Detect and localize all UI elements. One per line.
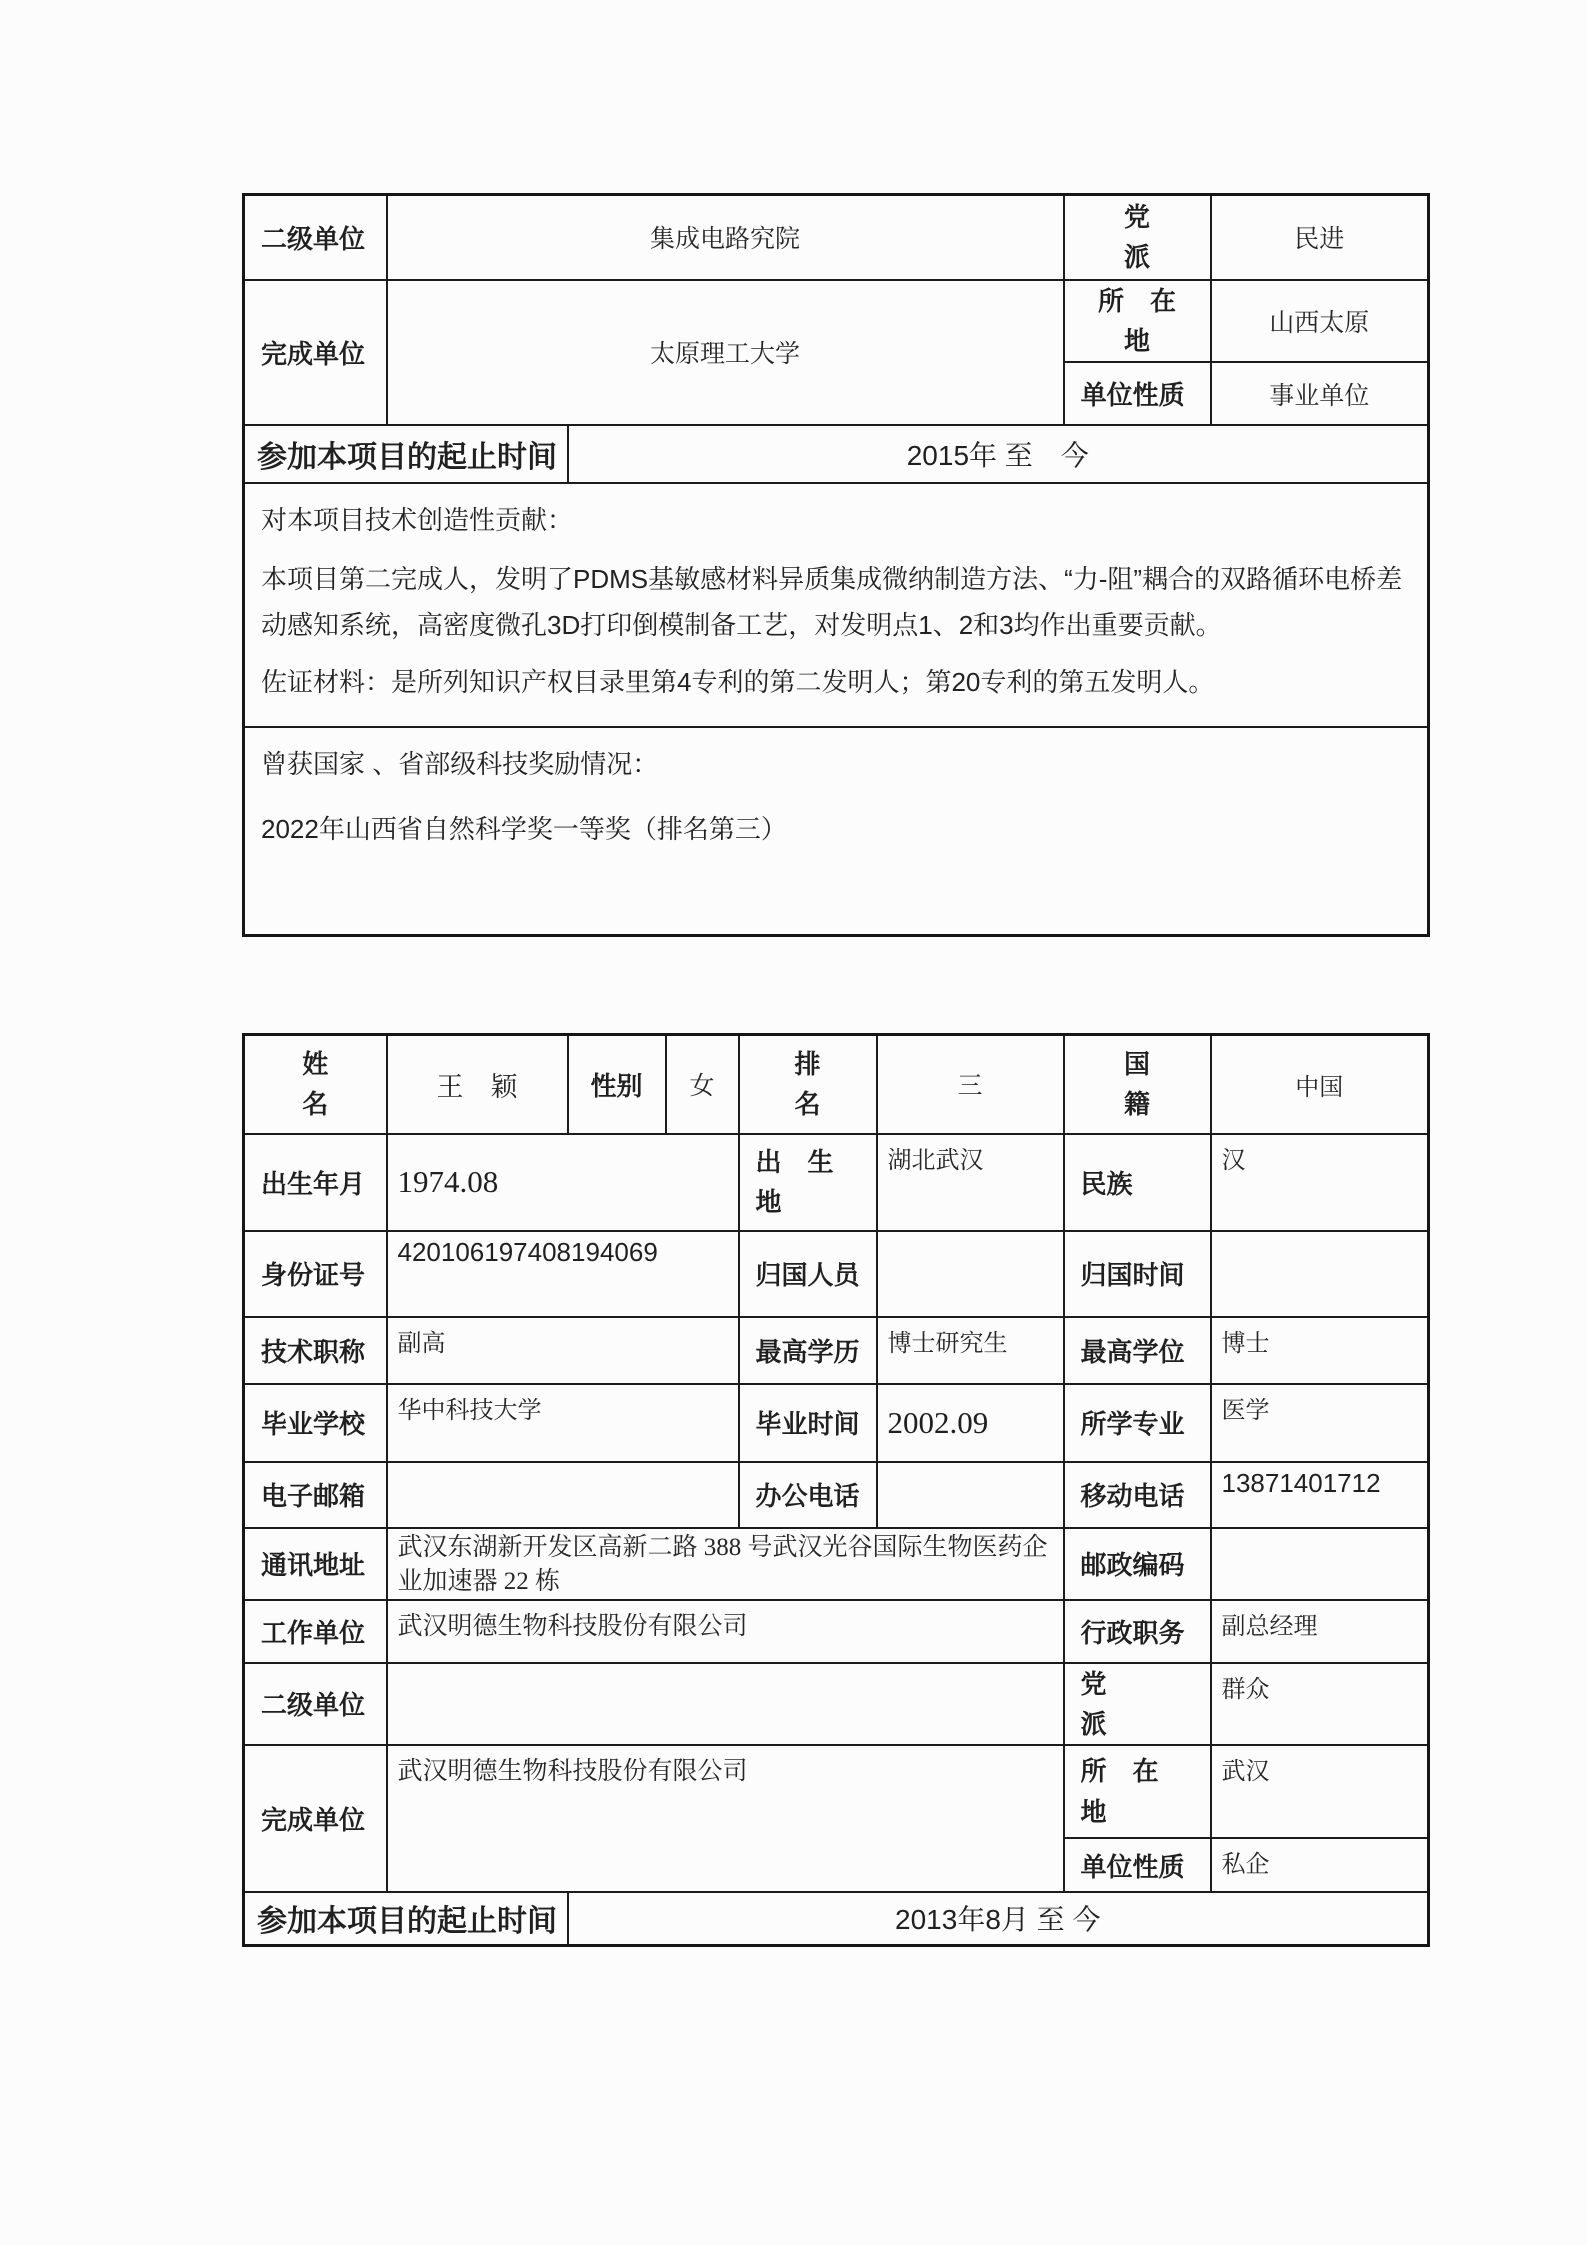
degree-value: 博士 [1211, 1317, 1429, 1384]
table-row [244, 1600, 1429, 1663]
birth-date-value: 1974.08 [387, 1134, 739, 1231]
secondary-unit-value [387, 1663, 1064, 1746]
employer-label: 工作单位 [244, 1600, 387, 1663]
ethnicity-value: 汉 [1211, 1134, 1429, 1231]
table-row [244, 195, 1429, 280]
awards-cell [244, 727, 1429, 935]
table-row [244, 1663, 1429, 1746]
secondary-unit-label: 二级单位 [244, 195, 387, 280]
table-row [244, 1134, 1429, 1231]
party-label [1064, 1663, 1211, 1746]
completer-info-table-person [242, 1033, 1430, 1947]
party-value: 群众 [1211, 1663, 1429, 1746]
contribution-evidence: 佐证材料：是所列知识产权目录里第4专利的第二发明人；第20专利的第五发明人。 [261, 667, 1215, 698]
secondary-unit-label: 二级单位 [244, 1663, 387, 1746]
table-row [244, 425, 1429, 483]
table-row [244, 483, 1429, 727]
education-value: 博士研究生 [877, 1317, 1064, 1384]
postcode-value [1211, 1528, 1429, 1600]
name-label-line1: 姓 [302, 1048, 329, 1079]
unit-nature-value: 私企 [1211, 1838, 1429, 1892]
rank-label-line1: 排 [794, 1048, 821, 1079]
completing-unit-value: 武汉明德生物科技股份有限公司 [387, 1745, 1064, 1892]
ethnicity-label: 民族 [1064, 1134, 1211, 1231]
nationality-label [1064, 1035, 1211, 1134]
secondary-unit-value: 集成电路究院 [387, 195, 1064, 280]
admin-post-value: 副总经理 [1211, 1600, 1429, 1663]
employer-value: 武汉明德生物科技股份有限公司 [387, 1600, 1064, 1663]
table-row [244, 1231, 1429, 1317]
office-phone-label: 办公电话 [739, 1462, 877, 1528]
party-label [1064, 195, 1211, 280]
table-row [244, 1384, 1429, 1462]
table-row [244, 1035, 1429, 1134]
rank-label [739, 1035, 877, 1134]
location-label-line2: 地 [1124, 325, 1151, 356]
birthplace-label-line1: 出 生 [755, 1146, 834, 1177]
email-value [387, 1462, 739, 1528]
nationality-label-line2: 籍 [1123, 1089, 1150, 1120]
office-phone-value [877, 1462, 1064, 1528]
major-label: 所学专业 [1064, 1384, 1211, 1462]
return-time-value [1211, 1231, 1429, 1317]
birthplace-label-line2: 地 [755, 1187, 782, 1217]
completing-unit-value: 太原理工大学 [387, 280, 1064, 426]
nationality-label-line1: 国 [1123, 1048, 1150, 1079]
birthplace-label [739, 1134, 877, 1231]
contribution-title: 对本项目技术创造性贡献： [261, 505, 574, 536]
unit-nature-label: 单位性质 [1064, 1838, 1211, 1892]
contribution-cell [244, 483, 1429, 727]
location-label-line2: 地 [1080, 1796, 1107, 1827]
contribution-paragraph: 本项目第二完成人，发明了PDMS基敏感材料异质集成微纳制造方法、“力-阻”耦合的双路循环电桥差动感知系统，高密度微孔3D打印倒模制备工艺，对发明点1、2和3均作出重要贡献。 [261, 564, 1403, 641]
grad-time-value: 2002.09 [877, 1384, 1064, 1462]
rank-label-line2: 名 [794, 1089, 821, 1120]
tech-title-value: 副高 [387, 1317, 739, 1384]
returnee-label: 归国人员 [739, 1231, 877, 1317]
postcode-label: 邮政编码 [1064, 1528, 1211, 1600]
unit-nature-label: 单位性质 [1064, 362, 1211, 425]
gender-value: 女 [666, 1035, 739, 1134]
unit-nature-value: 事业单位 [1211, 362, 1429, 425]
party-label-line2: 派 [1124, 242, 1151, 273]
address-label: 通讯地址 [244, 1528, 387, 1600]
id-number-value: 420106197408194069 [387, 1231, 739, 1317]
project-duration-value: 2015年 至 今 [568, 425, 1429, 483]
location-value: 山西太原 [1211, 280, 1429, 363]
rank-value: 三 [877, 1035, 1064, 1134]
nationality-value: 中国 [1211, 1035, 1429, 1134]
table-row [244, 280, 1429, 363]
school-label: 毕业学校 [244, 1384, 387, 1462]
name-value: 王 颖 [387, 1035, 568, 1134]
party-label-line1: 党 [1124, 201, 1151, 232]
project-duration-value: 2013年8月 至 今 [568, 1892, 1429, 1945]
name-label-line2: 名 [302, 1089, 329, 1120]
return-time-label: 归国时间 [1064, 1231, 1211, 1317]
project-duration-label: 参加本项目的起止时间 [244, 1892, 568, 1945]
completing-unit-label: 完成单位 [244, 1745, 387, 1892]
table-row [244, 1462, 1429, 1528]
party-label-line2: 派 [1080, 1708, 1107, 1739]
completer-info-table-top [242, 193, 1430, 937]
project-duration-label: 参加本项目的起止时间 [244, 425, 568, 483]
table-row [244, 1528, 1429, 1600]
location-value: 武汉 [1211, 1745, 1429, 1838]
name-label [244, 1035, 387, 1134]
id-number-label: 身份证号 [244, 1231, 387, 1317]
grad-time-label: 毕业时间 [739, 1384, 877, 1462]
birthplace-value: 湖北武汉 [877, 1134, 1064, 1231]
table-row [244, 1892, 1429, 1945]
party-label-line1: 党 [1080, 1668, 1107, 1699]
location-label-line1: 所 在 [1098, 285, 1177, 316]
address-value: 武汉东湖新开发区高新二路 388 号武汉光谷国际生物医药企业加速器 22 栋 [387, 1528, 1064, 1600]
location-label [1064, 280, 1211, 363]
degree-label: 最高学位 [1064, 1317, 1211, 1384]
gender-label: 性别 [568, 1035, 666, 1134]
table-row [244, 1745, 1429, 1838]
awards-title: 曾获国家 、省部级科技奖励情况： [261, 749, 659, 780]
major-value: 医学 [1211, 1384, 1429, 1462]
awards-value: 2022年山西省自然科学奖一等奖（排名第三） [261, 814, 787, 845]
mobile-phone-label: 移动电话 [1064, 1462, 1211, 1528]
completing-unit-label: 完成单位 [244, 280, 387, 426]
email-label: 电子邮箱 [244, 1462, 387, 1528]
education-label: 最高学历 [739, 1317, 877, 1384]
school-value: 华中科技大学 [387, 1384, 739, 1462]
birth-date-label: 出生年月 [244, 1134, 387, 1231]
table-row [244, 727, 1429, 935]
party-value: 民进 [1211, 195, 1429, 280]
table-row [244, 1317, 1429, 1384]
returnee-value [877, 1231, 1064, 1317]
location-label-line1: 所 在 [1080, 1756, 1159, 1787]
tech-title-label: 技术职称 [244, 1317, 387, 1384]
mobile-phone-value: 13871401712 [1211, 1462, 1429, 1528]
location-label [1064, 1745, 1211, 1838]
admin-post-label: 行政职务 [1064, 1600, 1211, 1663]
